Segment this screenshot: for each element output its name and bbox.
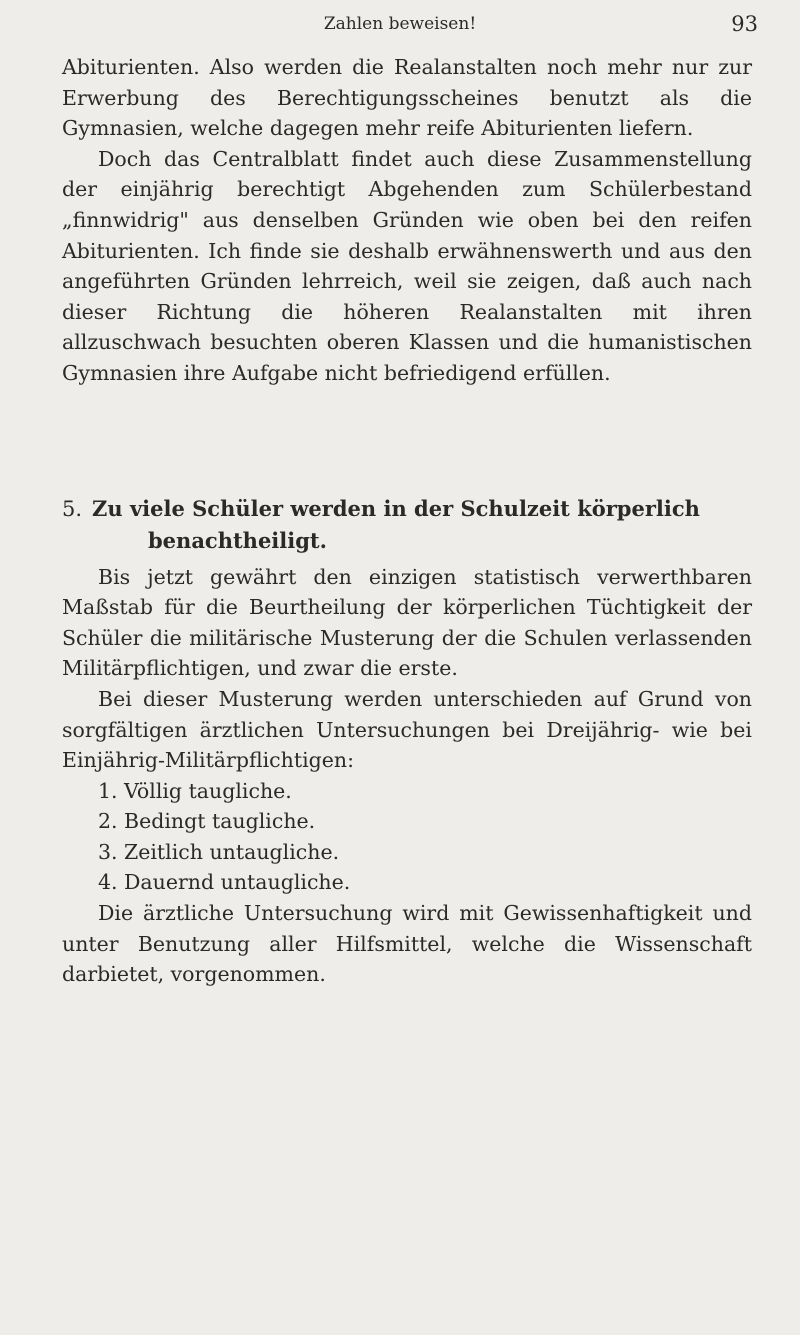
section-number: 5. <box>62 496 83 521</box>
list-item-number: 1. <box>98 778 118 803</box>
running-head <box>0 10 800 40</box>
list-item-text: Bedingt taugliche. <box>124 809 316 834</box>
section-heading <box>62 493 752 556</box>
list-item-number: 2. <box>98 809 118 834</box>
paragraph-2: Doch das Centralblatt findet auch diese Zusammenstellung der einjährig berechtigt Abgehenden zum Schülerbestand „finnwidrig" aus denselben Gründen wie oben bei den reifen Abiturienten. Ich finde sie deshalb erwähnenswerth und aus den angeführten Gründen lehrreich, weil sie zeigen, daß auch nach dieser Richtung die höheren Realanstalten mit ihren allzuschwach besuchten oberen Klassen und die humanistischen Gymnasien ihre Aufgabe nicht befriedigend erfüllen. <box>62 146 752 385</box>
classification-list <box>62 776 752 898</box>
running-title: Zahlen beweisen! <box>323 14 477 34</box>
list-item <box>98 837 752 868</box>
paragraph-1: Abiturienten. Also werden die Realanstalten noch mehr nur zur Erwerbung des Berechtigungsscheines benutzt als die Gymnasien, welche dagegen mehr reife Abiturienten liefern. <box>62 55 752 141</box>
list-item-number: 4. <box>98 870 118 895</box>
section-title-line2: benachtheiligt. <box>148 527 327 553</box>
paragraph-4: Bei dieser Musterung werden unterschieden auf Grund von sorgfältigen ärztlichen Untersuchungen bei Dreijährig- wie bei Einjährig-Militärpflichtigen: <box>62 686 752 773</box>
section-title-line1: Zu viele Schüler werden in der Schulzeit körperlich <box>92 495 700 521</box>
list-item <box>98 867 752 898</box>
page-number: 93 <box>731 12 758 36</box>
list-item-text: Dauernd untaugliche. <box>124 870 351 895</box>
list-item <box>98 806 752 837</box>
list-item-text: Völlig taugliche. <box>124 778 292 803</box>
list-item <box>98 776 752 807</box>
paragraph-5: Die ärztliche Untersuchung wird mit Gewissenhaftigkeit und unter Benutzung aller Hilfsmittel, welche die Wissenschaft darbietet, vorgenommen. <box>62 901 752 987</box>
paragraph-3: Bis jetzt gewährt den einzigen statistisch verwerthbaren Maßstab für die Beurtheilung der körperlichen Tüchtigkeit der Schüler die militärische Musterung der die Schulen verlassenden Militärpflichtigen, und zwar die erste. <box>62 564 752 681</box>
list-item-text: Zeitlich untaugliche. <box>124 839 340 864</box>
body-text <box>62 52 752 990</box>
list-item-number: 3. <box>98 839 118 864</box>
